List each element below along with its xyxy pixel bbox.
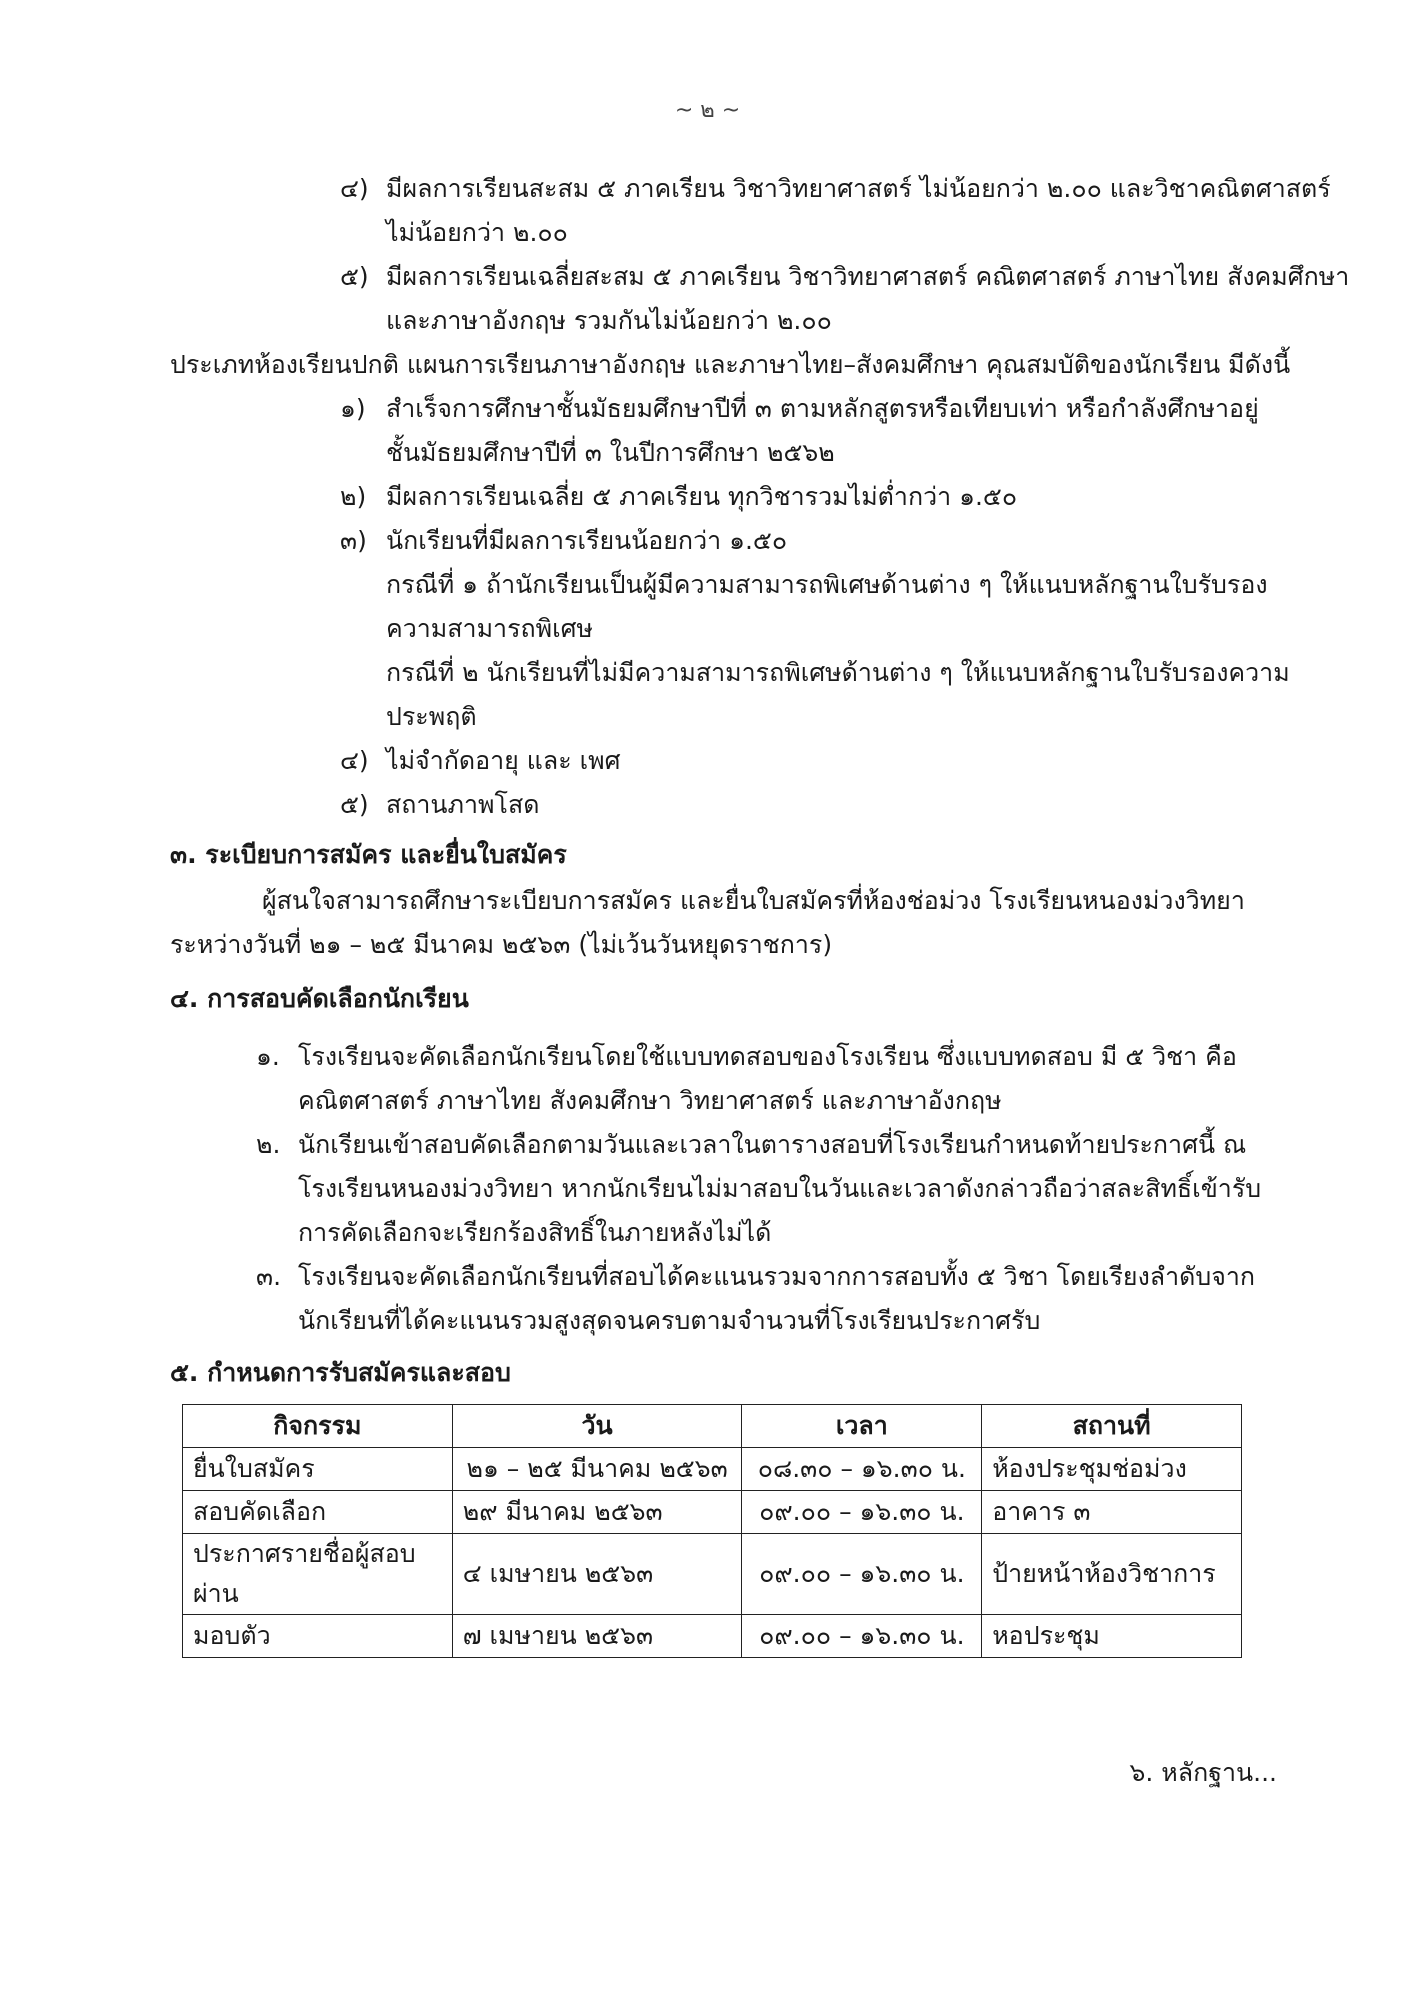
cell-time: ๐๙.๐๐ – ๑๖.๓๐ น. — [742, 1615, 982, 1658]
page-number: ~ ๒ ~ — [674, 98, 741, 123]
header-date: วัน — [452, 1405, 742, 1448]
item-text: นักเรียนที่มีผลการเรียนน้อยกว่า ๑.๕๐ — [386, 526, 788, 555]
item-text: มีผลการเรียนสะสม ๕ ภาคเรียน วิชาวิทยาศาสตร์ ไม่น้อยกว่า ๒.๐๐ และวิชาคณิตศาสตร์ — [386, 174, 1331, 203]
header-time: เวลา — [742, 1405, 982, 1448]
item-text: โรงเรียนจะคัดเลือกนักเรียนที่สอบได้คะแนนรวมจากการสอบทั้ง ๕ วิชา โดยเรียงลำดับจาก — [298, 1262, 1256, 1291]
cell-activity: ประกาศรายชื่อผู้สอบผ่าน — [183, 1534, 453, 1615]
page-footer-continuation: ๖. หลักฐาน... — [1129, 1758, 1277, 1787]
normal-class-intro: ประเภทห้องเรียนปกติ แผนการเรียนภาษาอังกฤษ และภาษาไทย–สังคมศึกษา คุณสมบัติของนักเรียน มีดังนี้ — [170, 350, 1291, 379]
item-text: ไม่น้อยกว่า ๒.๐๐ — [386, 218, 568, 247]
table-row — [183, 1615, 1242, 1658]
cell-location: หอประชุม — [982, 1615, 1242, 1658]
cell-date: ๒๑ – ๒๕ มีนาคม ๒๕๖๓ — [452, 1448, 742, 1491]
table-row — [183, 1448, 1242, 1491]
item-text: สำเร็จการศึกษาชั้นมัธยมศึกษาปีที่ ๓ ตามหลักสูตรหรือเทียบเท่า หรือกำลังศึกษาอยู่ — [386, 394, 1259, 423]
item-text: ชั้นมัธยมศึกษาปีที่ ๓ ในปีการศึกษา ๒๕๖๒ — [386, 438, 835, 467]
section-3-heading: ๓. ระเบียบการสมัคร และยื่นใบสมัคร — [170, 840, 567, 869]
item-number: ๒) — [340, 482, 367, 511]
section-3-text: ผู้สนใจสามารถศึกษาระเบียบการสมัคร และยื่นใบสมัครที่ห้องช่อม่วง โรงเรียนหนองม่วงวิทยา — [262, 886, 1245, 915]
header-activity: กิจกรรม — [183, 1405, 453, 1448]
schedule-table — [182, 1404, 1242, 1658]
cell-date: ๒๙ มีนาคม ๒๕๖๓ — [452, 1491, 742, 1534]
item-number: ๑) — [340, 394, 366, 423]
item-number: ๓) — [340, 526, 367, 555]
section-5-heading: ๕. กำหนดการรับสมัครและสอบ — [170, 1358, 511, 1387]
table-header-row — [183, 1405, 1242, 1448]
cell-time: ๐๘.๓๐ – ๑๖.๓๐ น. — [742, 1448, 982, 1491]
item-text: มีผลการเรียนเฉลี่ยสะสม ๕ ภาคเรียน วิชาวิทยาศาสตร์ คณิตศาสตร์ ภาษาไทย สังคมศึกษา — [386, 262, 1350, 291]
cell-location: ป้ายหน้าห้องวิชาการ — [982, 1534, 1242, 1615]
item-text: ความสามารถพิเศษ — [386, 614, 594, 643]
item-text: โรงเรียนหนองม่วงวิทยา หากนักเรียนไม่มาสอบในวันและเวลาดังกล่าวถือว่าสละสิทธิ์เข้ารับ — [298, 1174, 1262, 1203]
item-text: และภาษาอังกฤษ รวมกันไม่น้อยกว่า ๒.๐๐ — [386, 306, 832, 335]
cell-time: ๐๙.๐๐ – ๑๖.๓๐ น. — [742, 1491, 982, 1534]
cell-activity: ยื่นใบสมัคร — [183, 1448, 453, 1491]
section-4-heading: ๔. การสอบคัดเลือกนักเรียน — [170, 984, 469, 1013]
item-text: ประพฤติ — [386, 702, 477, 731]
item-number: ๓. — [256, 1262, 282, 1291]
cell-date: ๔ เมษายน ๒๕๖๓ — [452, 1534, 742, 1615]
item-text: คณิตศาสตร์ ภาษาไทย สังคมศึกษา วิทยาศาสตร์ และภาษาอังกฤษ — [298, 1086, 1002, 1115]
cell-date: ๗ เมษายน ๒๕๖๓ — [452, 1615, 742, 1658]
header-location: สถานที่ — [982, 1405, 1242, 1448]
item-text: การคัดเลือกจะเรียกร้องสิทธิ์ในภายหลังไม่ได้ — [298, 1218, 772, 1247]
item-number: ๕) — [340, 262, 369, 291]
cell-time: ๐๙.๐๐ – ๑๖.๓๐ น. — [742, 1534, 982, 1615]
item-text: ไม่จำกัดอายุ และ เพศ — [386, 746, 621, 775]
cell-activity: สอบคัดเลือก — [183, 1491, 453, 1534]
table-row — [183, 1534, 1242, 1615]
cell-location: อาคาร ๓ — [982, 1491, 1242, 1534]
cell-activity: มอบตัว — [183, 1615, 453, 1658]
item-text: มีผลการเรียนเฉลี่ย ๕ ภาคเรียน ทุกวิชารวมไม่ต่ำกว่า ๑.๕๐ — [386, 482, 1018, 511]
section-3-text: ระหว่างวันที่ ๒๑ – ๒๕ มีนาคม ๒๕๖๓ (ไม่เว้นวันหยุดราชการ) — [170, 930, 833, 959]
item-text: กรณีที่ ๑ ถ้านักเรียนเป็นผู้มีความสามารถพิเศษด้านต่าง ๆ ให้แนบหลักฐานใบรับรอง — [386, 570, 1268, 599]
table-row — [183, 1491, 1242, 1534]
item-text: สถานภาพโสด — [386, 790, 540, 819]
item-text: โรงเรียนจะคัดเลือกนักเรียนโดยใช้แบบทดสอบของโรงเรียน ซึ่งแบบทดสอบ มี ๕ วิชา คือ — [298, 1042, 1237, 1071]
item-number: ๕) — [340, 790, 369, 819]
cell-location: ห้องประชุมช่อม่วง — [982, 1448, 1242, 1491]
item-text: นักเรียนเข้าสอบคัดเลือกตามวันและเวลาในตารางสอบที่โรงเรียนกำหนดท้ายประกาศนี้ ณ — [298, 1130, 1247, 1159]
item-number: ๒. — [256, 1130, 281, 1159]
item-number: ๔) — [340, 174, 369, 203]
item-number: ๑. — [256, 1042, 280, 1071]
item-text: กรณีที่ ๒ นักเรียนที่ไม่มีความสามารถพิเศษด้านต่าง ๆ ให้แนบหลักฐานใบรับรองความ — [386, 658, 1290, 687]
item-text: นักเรียนที่ได้คะแนนรวมสูงสุดจนครบตามจำนวนที่โรงเรียนประกาศรับ — [298, 1306, 1041, 1335]
item-number: ๔) — [340, 746, 369, 775]
